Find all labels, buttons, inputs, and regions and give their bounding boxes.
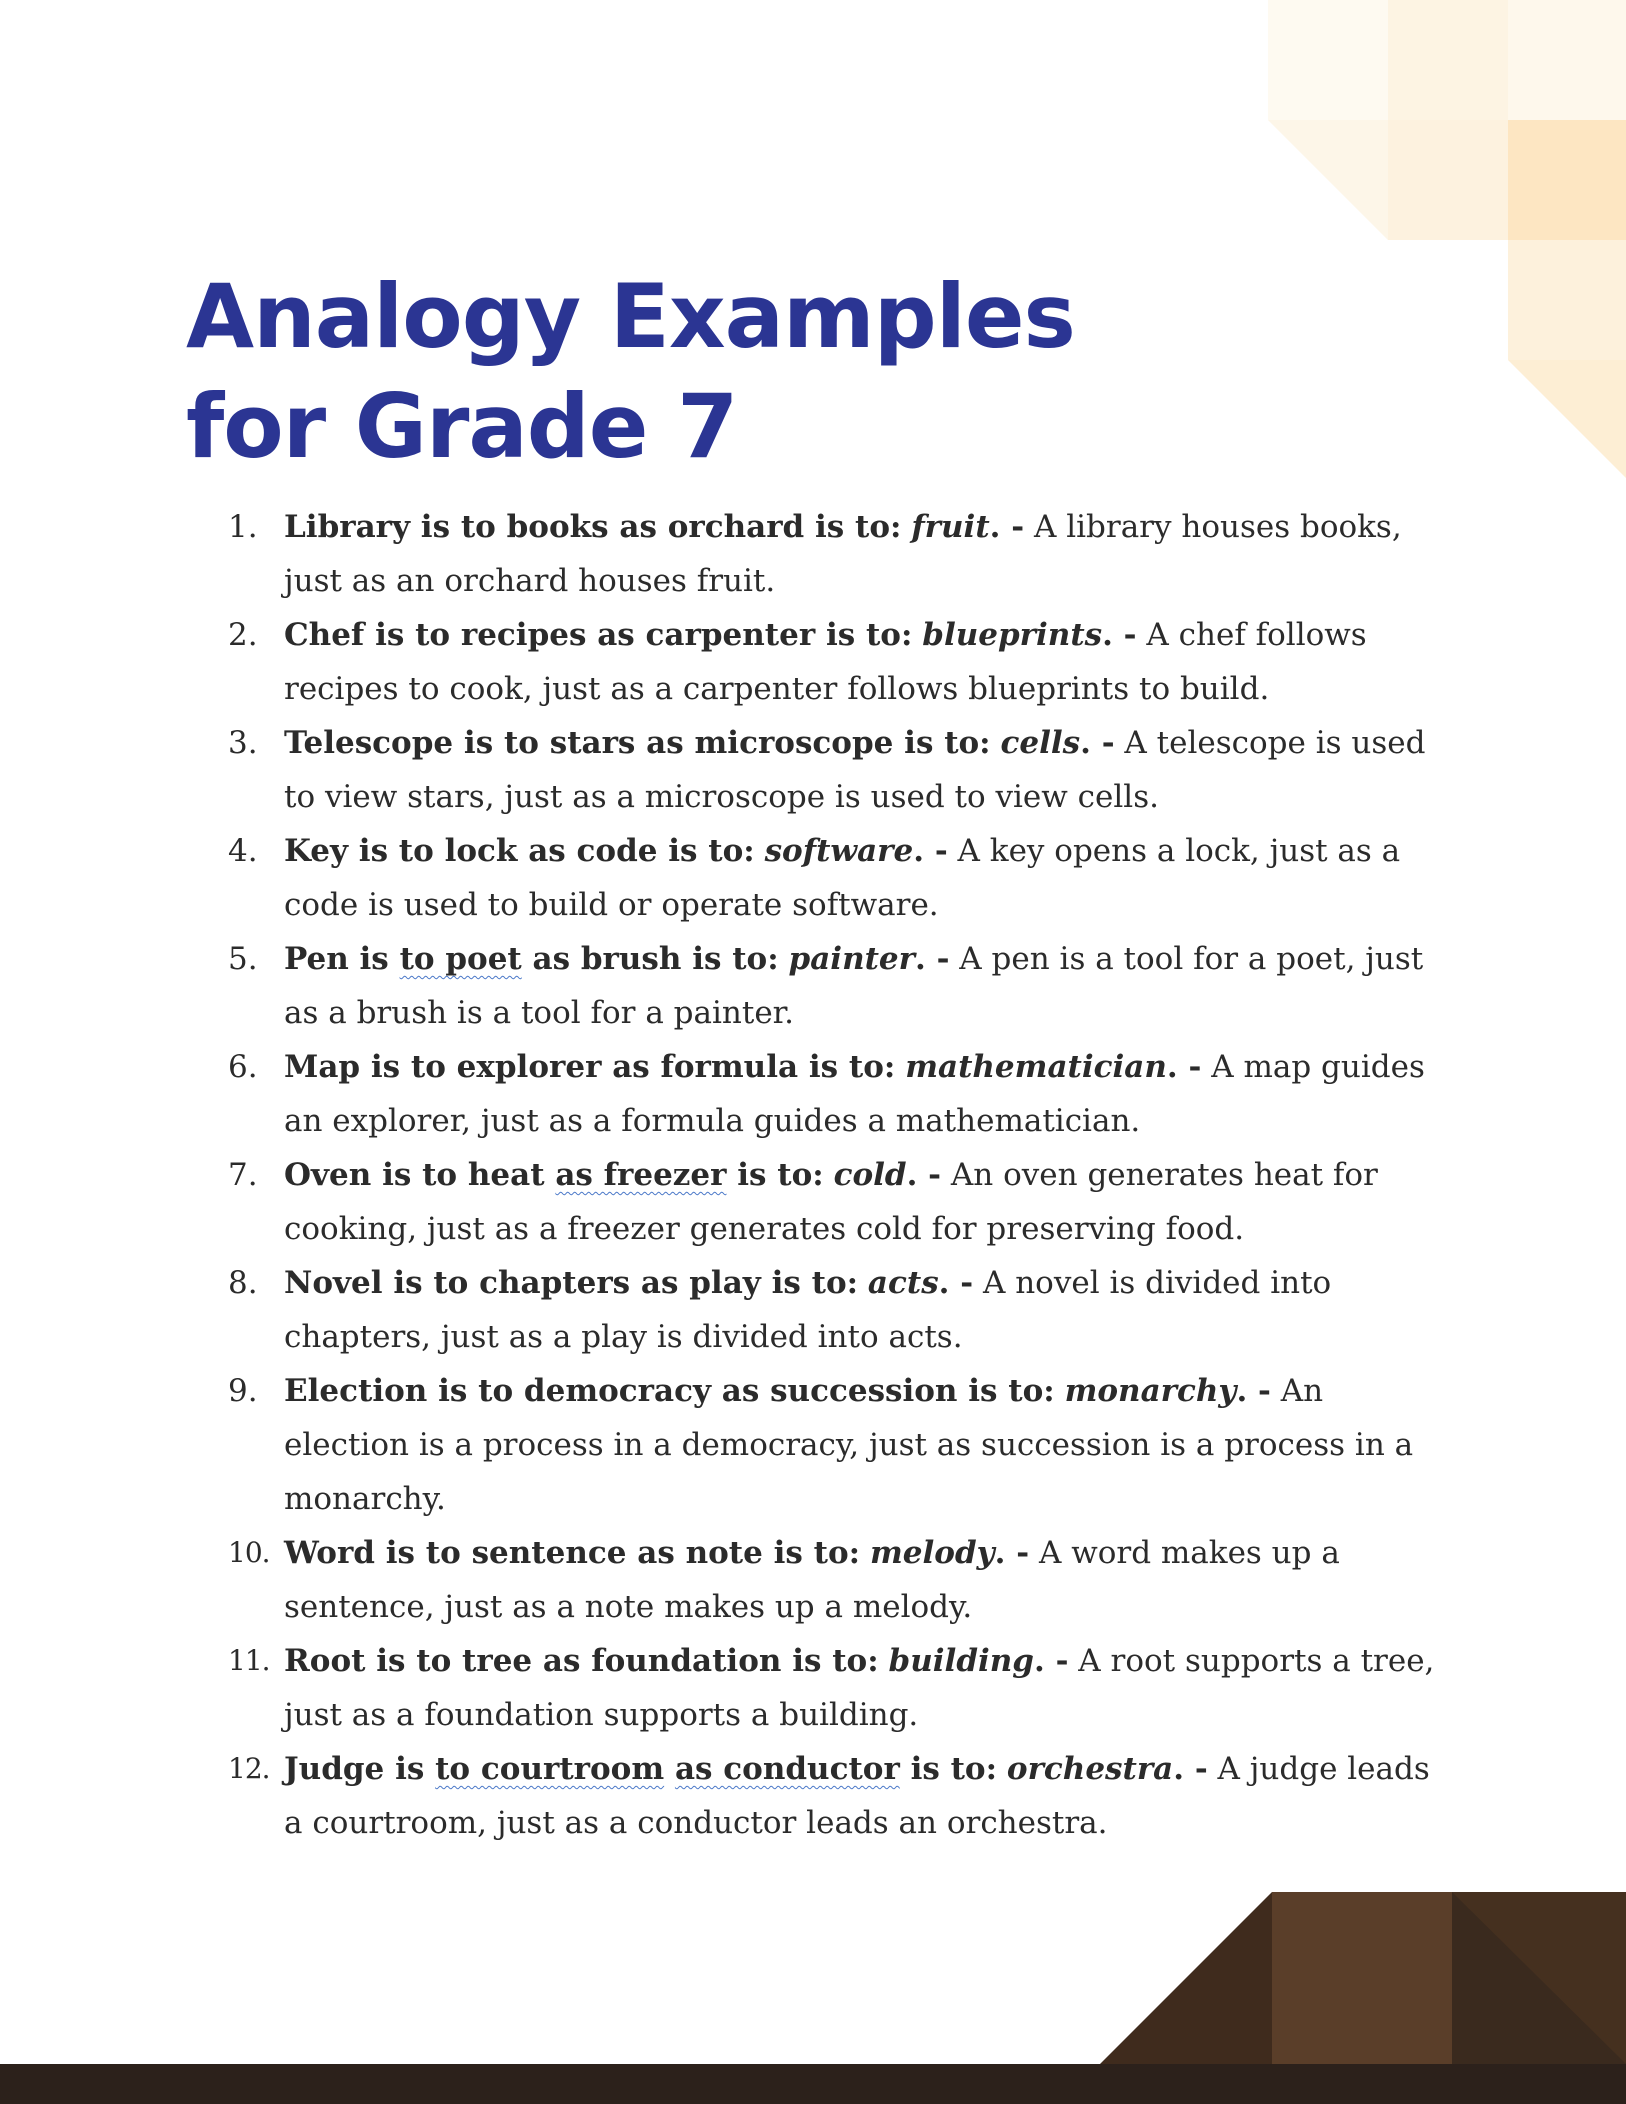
analogy-explanation: A key opens a lock, just as a code is used to build or operate software. bbox=[284, 833, 1401, 923]
analogy-explanation: A telescope is used to view stars, just as a microscope is used to view cells. bbox=[284, 725, 1426, 815]
analogy-explanation: A judge leads a courtroom, just as a conductor leads an orchestra. bbox=[284, 1751, 1430, 1841]
analogy-item bbox=[228, 716, 1448, 824]
analogy-prompt bbox=[284, 833, 755, 869]
analogy-item bbox=[228, 1634, 1448, 1742]
analogy-prompt bbox=[284, 725, 991, 761]
analogy-item bbox=[228, 932, 1448, 1040]
analogy-answer: blueprints bbox=[922, 617, 1103, 653]
analogy-item bbox=[228, 1040, 1448, 1148]
analogy-item bbox=[228, 500, 1448, 608]
analogy-answer: monarchy bbox=[1064, 1373, 1237, 1409]
analogy-explanation: An election is a process in a democracy, just as succession is a process in a monarchy. bbox=[284, 1373, 1414, 1517]
analogy-explanation: An oven generates heat for cooking, just as a freezer generates cold for preserving food. bbox=[284, 1157, 1378, 1247]
answer-separator: . - bbox=[1236, 1373, 1271, 1409]
item-number: 5. bbox=[228, 941, 258, 977]
title-line-1: Analogy Examples bbox=[186, 265, 1075, 368]
answer-separator: . - bbox=[913, 833, 948, 869]
analogy-prompt bbox=[284, 1157, 824, 1193]
analogy-prompt bbox=[284, 1049, 895, 1085]
analogy-item bbox=[228, 1364, 1448, 1526]
flagged-phrase: to poet bbox=[399, 941, 522, 977]
answer-separator: . - bbox=[1166, 1049, 1202, 1085]
answer-separator: . - bbox=[938, 1265, 974, 1301]
analogy-explanation: A map guides an explorer, just as a formula guides a mathematician. bbox=[284, 1049, 1425, 1139]
analogy-explanation: A pen is a tool for a poet, just as a brush is a tool for a painter. bbox=[284, 941, 1424, 1031]
prompt-text: Map is to explorer as formula is to: bbox=[284, 1049, 896, 1085]
analogy-answer: cells bbox=[1000, 725, 1081, 761]
prompt-text: Pen is bbox=[284, 941, 400, 977]
prompt-text: Judge is bbox=[284, 1751, 436, 1787]
analogy-answer: acts bbox=[867, 1265, 939, 1301]
prompt-text: Library is to books as orchard is to: bbox=[284, 509, 902, 545]
prompt-text: Root is to tree as foundation is to: bbox=[284, 1643, 879, 1679]
prompt-text: is to: bbox=[899, 1751, 998, 1787]
analogy-explanation: A library houses books, just as an orchard houses fruit. bbox=[284, 509, 1402, 599]
item-number: 4. bbox=[228, 833, 258, 869]
prompt-text: is to: bbox=[726, 1157, 824, 1193]
prompt-text: as brush is to: bbox=[521, 941, 779, 977]
prompt-text: Oven is to heat bbox=[284, 1157, 556, 1193]
item-number: 9. bbox=[228, 1373, 258, 1409]
item-number: 3. bbox=[228, 725, 258, 761]
item-number: 12. bbox=[228, 1752, 270, 1785]
analogy-item bbox=[228, 1256, 1448, 1364]
analogy-prompt bbox=[284, 1373, 1055, 1409]
answer-separator: . - bbox=[989, 509, 1025, 545]
answer-separator: . - bbox=[1102, 617, 1137, 653]
analogy-explanation: A chef follows recipes to cook, just as a carpenter follows blueprints to build. bbox=[284, 617, 1367, 707]
item-number: 8. bbox=[228, 1265, 258, 1301]
answer-separator: . - bbox=[994, 1535, 1030, 1571]
analogy-answer: orchestra bbox=[1006, 1751, 1174, 1787]
answer-separator: . - bbox=[914, 941, 950, 977]
analogy-prompt bbox=[284, 1643, 879, 1679]
item-number: 1. bbox=[228, 509, 258, 545]
flagged-phrase: to courtroom bbox=[435, 1751, 665, 1787]
analogy-item bbox=[228, 824, 1448, 932]
analogy-prompt bbox=[284, 1751, 997, 1787]
analogy-answer: fruit bbox=[911, 509, 990, 545]
analogy-item bbox=[228, 1148, 1448, 1256]
analogy-answer: cold bbox=[833, 1157, 907, 1193]
analogy-explanation: A root supports a tree, just as a foundation supports a building. bbox=[284, 1643, 1435, 1733]
analogy-explanation: A novel is divided into chapters, just as a play is divided into acts. bbox=[284, 1265, 1332, 1355]
analogy-answer: melody bbox=[869, 1535, 995, 1571]
prompt-text: Novel is to chapters as play is to: bbox=[284, 1265, 859, 1301]
prompt-text bbox=[664, 1751, 675, 1787]
analogy-explanation: A word makes up a sentence, just as a note makes up a melody. bbox=[284, 1535, 1340, 1625]
item-number: 6. bbox=[228, 1049, 258, 1085]
analogy-answer: software bbox=[764, 833, 914, 869]
prompt-text: Word is to sentence as note is to: bbox=[284, 1535, 861, 1571]
prompt-text: Election is to democracy as succession is to: bbox=[284, 1373, 1055, 1409]
analogy-prompt bbox=[284, 941, 779, 977]
prompt-text: Key is to lock as code is to: bbox=[284, 833, 755, 869]
analogy-item bbox=[228, 1526, 1448, 1634]
analogy-prompt bbox=[284, 1265, 858, 1301]
bottom-decoration bbox=[0, 1880, 1626, 2104]
analogy-answer: building bbox=[888, 1643, 1034, 1679]
flagged-phrase: as conductor bbox=[674, 1751, 900, 1787]
page-title bbox=[186, 262, 1186, 482]
answer-separator: . - bbox=[1173, 1751, 1208, 1787]
item-number: 11. bbox=[228, 1644, 270, 1677]
answer-separator: . - bbox=[906, 1157, 942, 1193]
analogy-answer: painter bbox=[788, 941, 915, 977]
item-number: 10. bbox=[228, 1536, 270, 1569]
item-number: 2. bbox=[228, 617, 258, 653]
prompt-text: Chef is to recipes as carpenter is to: bbox=[284, 617, 913, 653]
analogy-prompt bbox=[284, 509, 901, 545]
analogy-item bbox=[228, 608, 1448, 716]
answer-separator: . - bbox=[1033, 1643, 1069, 1679]
analogy-prompt bbox=[284, 617, 912, 653]
analogy-prompt bbox=[284, 1535, 860, 1571]
title-line-2: for Grade 7 bbox=[186, 375, 738, 478]
analogy-item bbox=[228, 1742, 1448, 1850]
answer-separator: . - bbox=[1080, 725, 1115, 761]
analogy-list bbox=[228, 500, 1448, 1850]
analogy-answer: mathematician bbox=[905, 1049, 1167, 1085]
flagged-phrase: as freezer bbox=[555, 1157, 727, 1193]
item-number: 7. bbox=[228, 1157, 258, 1193]
prompt-text: Telescope is to stars as microscope is to: bbox=[284, 725, 991, 761]
